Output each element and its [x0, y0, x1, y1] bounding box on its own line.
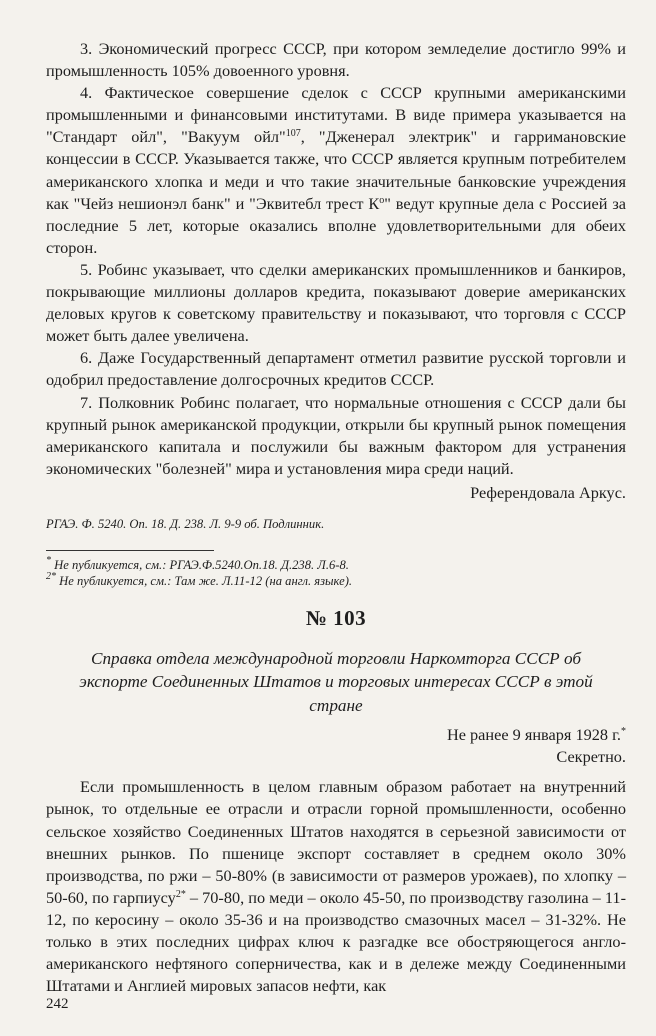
date-footnote-mark: *	[621, 726, 626, 738]
document-number: № 103	[305, 605, 367, 630]
date-text: Не ранее 9 января 1928 г.	[446, 725, 621, 745]
main-paragraph	[46, 776, 626, 997]
footnote-1	[46, 554, 626, 574]
footnote-1-text: Не публикуется, см.: РГАЭ.Ф.5240.Оп.18. Д.238. Л.6-8.	[54, 557, 349, 572]
footnote-1-mark: *	[46, 554, 51, 566]
document-date	[46, 724, 626, 746]
paragraph-4-middle: , "Дженерал электрик" и гарримановские концессии в СССР. Указывается также, что СССР является крупным потребителем американского хлопка и меди и что такие значительные банковские учреждения как "Чейз нешионэл банк" и "Эквитебл трест К	[46, 127, 626, 213]
paragraph-4-end: " ведут крупные дела с Россией за последние 5 лет, которые оказались вполне удовлетворительными для обеих сторон.	[46, 193, 626, 257]
footnote-2-mark: 2*	[46, 571, 56, 583]
endnote-ref-107: 107	[285, 128, 301, 140]
paragraph-4	[46, 82, 626, 259]
main-footnote-mark: 2*	[175, 888, 186, 900]
paragraph-5: 5. Робинс указывает, что сделки американских промышленников и банкиров, покрывающие миллионы долларов кредита, показывают доверие американских деловых кругов к советскому правительству и показывают, что торговля с СССР может быть далее увеличена.	[46, 259, 626, 346]
paragraph-6: 6. Даже Государственный департамент отметил развитие русской торговли и одобрил предоставление долгосрочных кредитов СССР.	[46, 348, 626, 390]
signature: Референдовала Аркус.	[470, 482, 626, 502]
footnote-divider	[46, 550, 214, 551]
main-paragraph-end: – 70-80, по меди – около 45-50, по производству газолина – 11-12, по керосину – около 35-36 и на производство смазочных масел – 31-32%. Не только в этих последних цифрах ключ к разгадке все обостряющегося англо-американского нефтяного соперничества, как и в дележе между Соединенными Штатами и Англией мировых запасов нефти, как	[46, 887, 626, 996]
degree-mark: о	[379, 194, 385, 206]
footnote-2-text: Не публикуется, см.: Там же. Л.11-12 (на англ. языке).	[59, 574, 353, 589]
archive-source: РГАЭ. Ф. 5240. Оп. 18. Д. 238. Л. 9-9 об. Подлинник.	[46, 516, 325, 531]
paragraph-7: 7. Полковник Робинс полагает, что нормальные отношения с СССР дали бы крупный рынок американской продукции, открыли бы крупный рынок помещения американского капитала и послужили бы важным фактором для устранения экономических "болезней" мира и установления мира среди наций.	[46, 392, 626, 478]
footnote-2	[46, 573, 626, 590]
page-number: 242	[46, 996, 69, 1012]
main-paragraph-start: Если промышленность в целом главным образом работает на внутренний рынок, то отдельные ее отрасли и отрасли горной промышленности, особенно сельское хозяйство Соединенных Штатов находятся в серьезной зависимости от внешних рынков. По пшенице экспорт составляет в среднем около 30% производства, по ржи – 50-80% (в зависимости от размеров урожаев), по хлопку – 50-60, по гарпиусу	[46, 777, 626, 907]
document-title: Справка отдела международной торговли Наркомторга СССР об экспорте Соединенных Штатов и торговых интересах СССР в этой стране	[79, 648, 593, 715]
paragraph-3: 3. Экономический прогресс СССР, при котором земледелие достигло 99% и промышленность 105% довоенного уровня.	[46, 39, 626, 81]
paragraph-4-start: 4. Фактическое совершение сделок с СССР крупными американскими промышленными и финансовыми институтами. В виде примера указывается на "Стандарт ойл", "Вакуум ойл"	[46, 83, 626, 147]
secrecy-stamp: Секретно.	[556, 747, 626, 767]
